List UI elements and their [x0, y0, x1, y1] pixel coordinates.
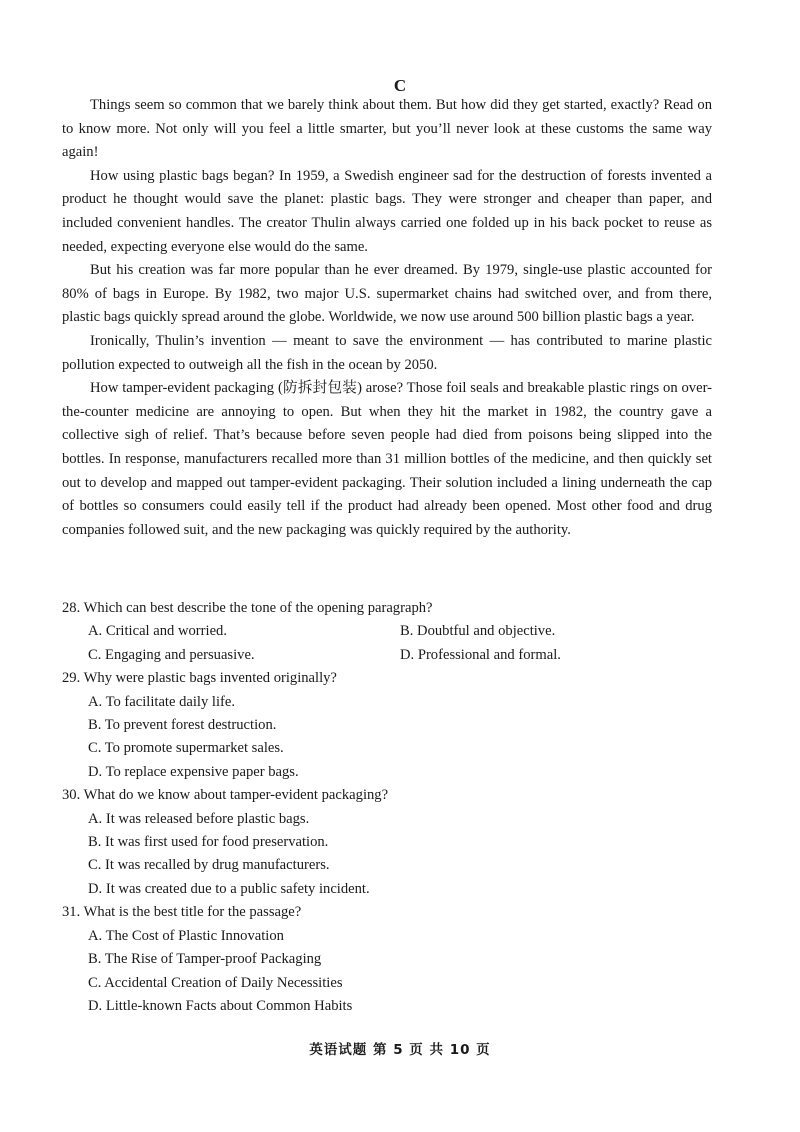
question-29 — [62, 667, 712, 784]
question-options — [62, 925, 712, 1019]
option-d: D. Professional and formal. — [400, 646, 561, 663]
section-letter: C — [393, 76, 407, 95]
page-footer: 英语试题 第 5 页 共 10 页 — [309, 1042, 491, 1058]
option-a: A. It was released before plastic bags. — [88, 810, 310, 827]
passage-paragraph-5: How tamper-evident packaging (防拆封包装) arose? Those foil seals and breakable plastic rings on over-the-counter medicine are annoying to open. But when they hit the market in 1982, the country gave a collective sigh of relief. That’s because before seven people had died from poisons being slipped into the bottles. In response, manufacturers recalled more than 31 million bottles of the medicine, and then quickly set out to develop and mapped out tamper-evident packaging. Their solution included a lining underneath the cap of bottles so consumers could easily tell if the product had already been opened. Most other food and drug companies followed suit, and the new packaging was quickly required by the authority. — [62, 380, 712, 538]
question-28 — [62, 597, 712, 667]
question-31 — [62, 901, 712, 1018]
question-30 — [62, 784, 712, 901]
question-stem: 28. Which can best describe the tone of the opening paragraph? — [62, 600, 433, 616]
option-c: C. Accidental Creation of Daily Necessities — [88, 974, 343, 991]
passage-paragraph-3: But his creation was far more popular than he ever dreamed. By 1979, single-use plastic accounted for 80% of bags in Europe. By 1982, two major U.S. supermarket chains had switched over, and from there, plastic bags quickly spread around the globe. Worldwide, we now use around 500 billion plastic bags a year. — [62, 262, 712, 326]
option-b: B. Doubtful and objective. — [400, 623, 556, 640]
question-options — [62, 691, 712, 785]
option-a: A. Critical and worried. — [88, 623, 228, 640]
option-c: C. To promote supermarket sales. — [88, 740, 284, 757]
question-options — [62, 808, 712, 902]
passage-paragraph-2: How using plastic bags began? In 1959, a Swedish engineer sad for the destruction of forests invented a product he thought would save the planet: plastic bags. They were stronger and cheaper than paper, and included convenient handles. The creator Thulin always carried one folded up in his back pocket to reuse as needed, expecting everyone else would do the same. — [62, 167, 712, 255]
passage-paragraph-1: Things seem so common that we barely think about them. But how did they get started, exactly? Read on to know more. Not only will you feel a little smarter, but you’ll never look at these customs the same way again! — [62, 97, 712, 161]
option-d: D. Little-known Facts about Common Habits — [88, 997, 353, 1014]
question-stem: 30. What do we know about tamper-evident packaging? — [62, 787, 389, 804]
option-d: D. To replace expensive paper bags. — [88, 763, 299, 780]
option-c: C. Engaging and persuasive. — [88, 646, 255, 663]
option-c: C. It was recalled by drug manufacturers. — [88, 857, 330, 874]
option-a: A. To facilitate daily life. — [88, 693, 236, 710]
option-a: A. The Cost of Plastic Innovation — [88, 927, 284, 944]
question-stem: 29. Why were plastic bags invented originally? — [62, 670, 337, 687]
option-b: B. To prevent forest destruction. — [88, 717, 277, 734]
option-b: B. It was first used for food preservation. — [88, 834, 329, 851]
question-list — [62, 597, 712, 1018]
passage-paragraph-4: Ironically, Thulin’s invention — meant to save the environment — has contributed to marine plastic pollution expected to outweigh all the fish in the ocean by 2050. — [62, 332, 712, 373]
option-b: B. The Rise of Tamper-proof Packaging — [88, 951, 322, 968]
option-d: D. It was created due to a public safety incident. — [88, 880, 370, 897]
question-options — [62, 620, 712, 667]
passage — [62, 94, 712, 542]
question-stem: 31. What is the best title for the passage? — [62, 904, 302, 921]
